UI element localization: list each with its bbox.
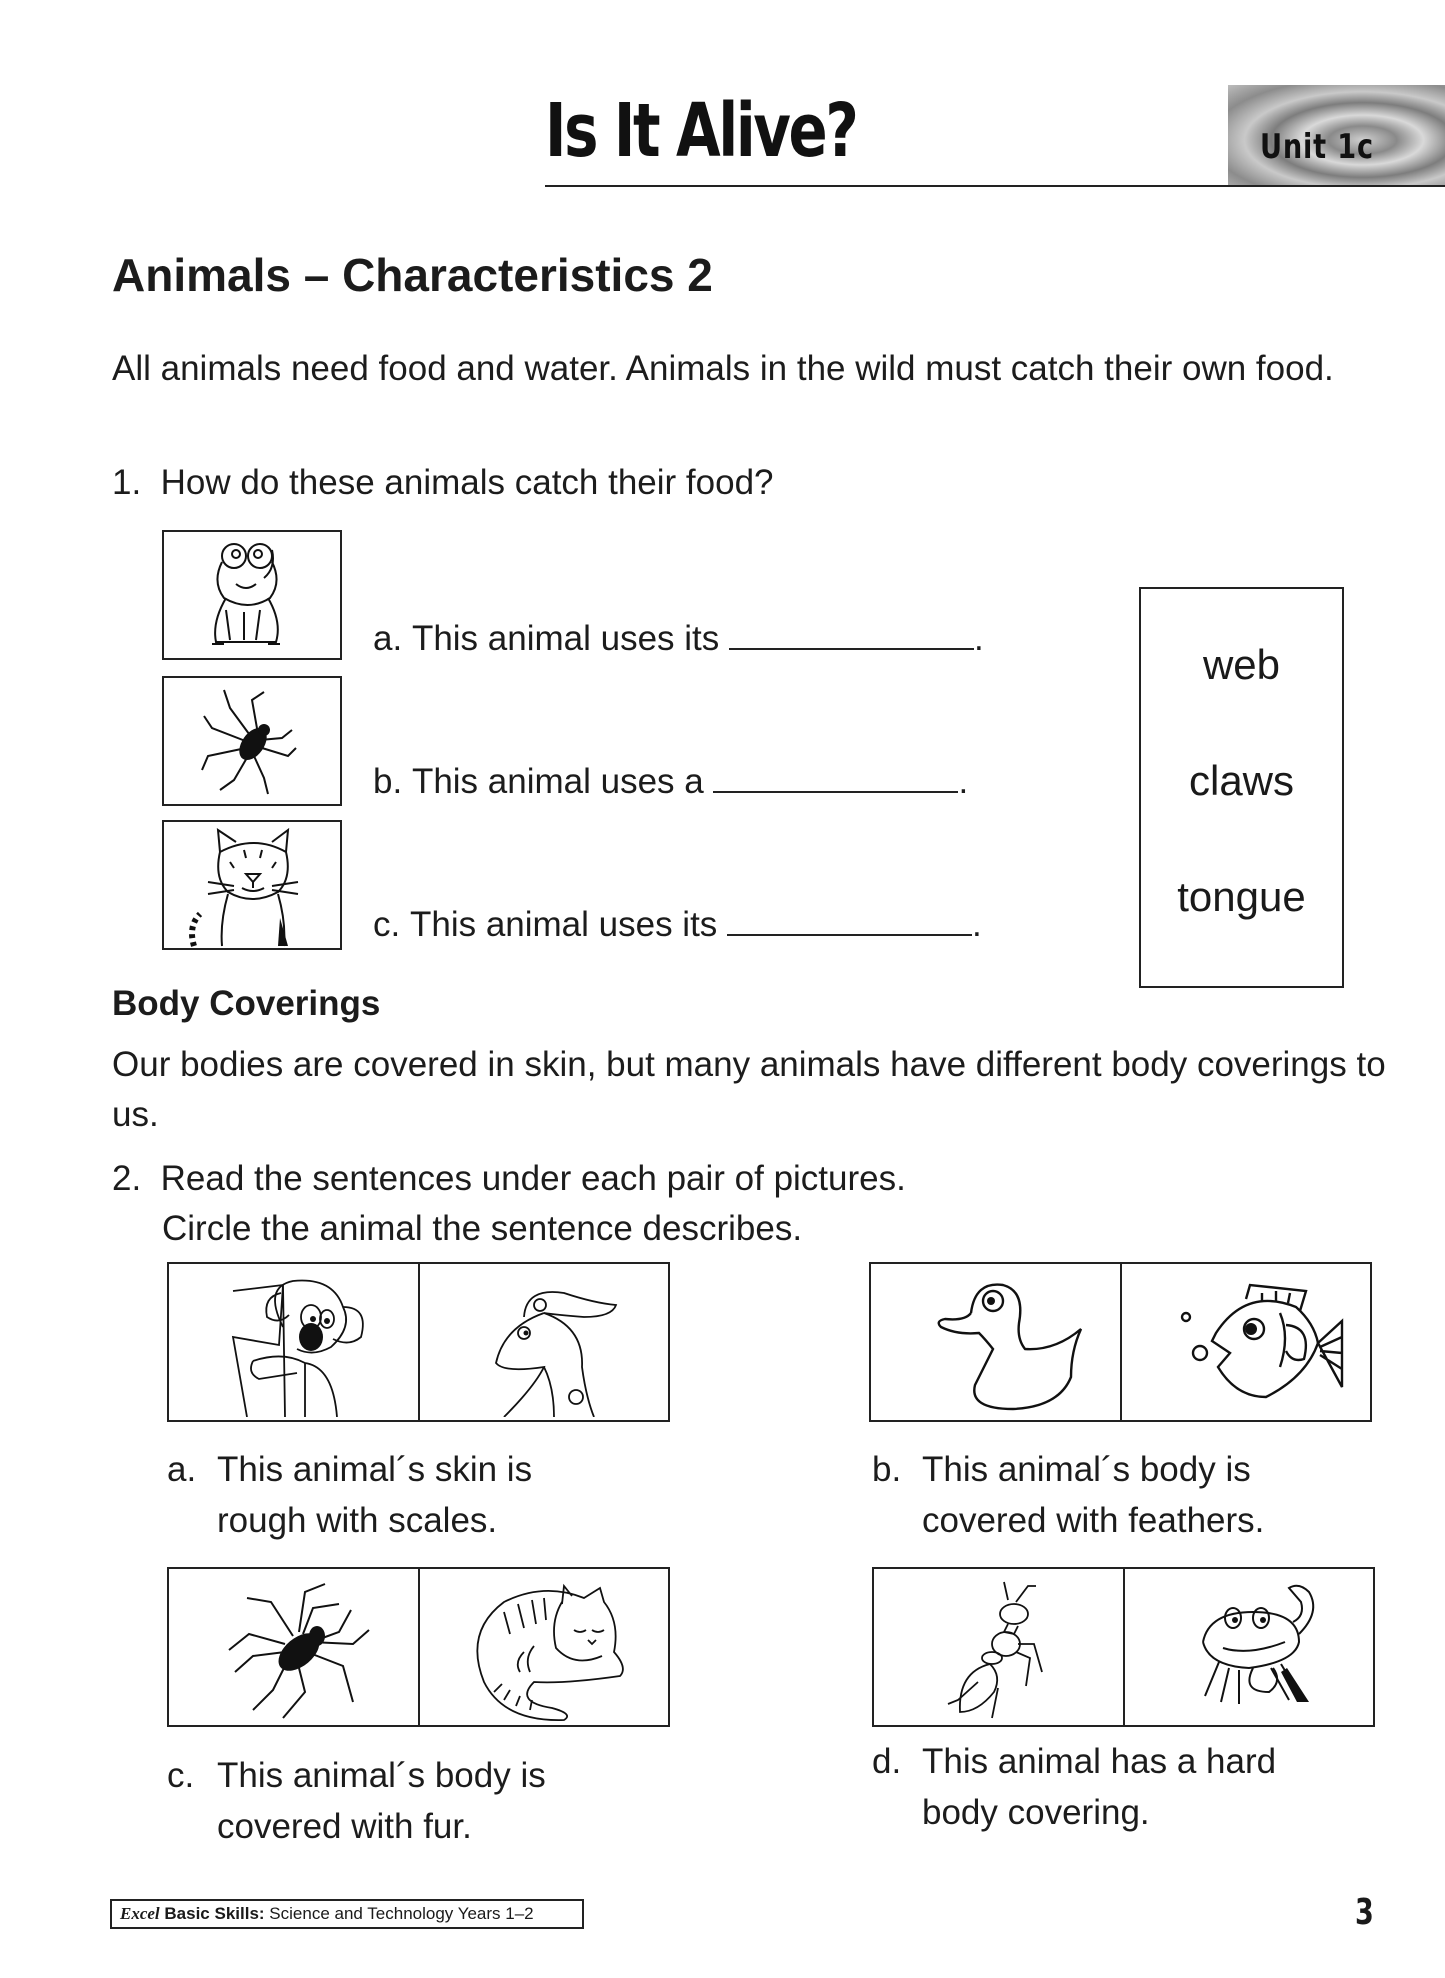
- tiger-icon: [164, 822, 340, 948]
- word-bank-item: web: [1202, 641, 1281, 688]
- question-text: How do these animals catch their food?: [160, 463, 774, 502]
- q2-item-b: b. This animal´s body is covered with feathers.: [872, 1450, 1265, 1540]
- answer-blank-a[interactable]: [729, 647, 974, 650]
- picture-pair-a: [167, 1262, 670, 1422]
- crab-icon: [1149, 1572, 1349, 1722]
- q2-item-c: c. This animal´s body is covered with fur.: [167, 1756, 546, 1846]
- footer-subject: Science and Technology Years 1–2: [269, 1904, 534, 1923]
- word-bank: [1139, 587, 1344, 988]
- q1-item-c: c. This animal uses its .: [373, 905, 982, 944]
- cat-option[interactable]: [418, 1569, 669, 1725]
- body-coverings-intro: Our bodies are covered in skin, but many animals have different body coverings to us.: [112, 1045, 1386, 1134]
- fish-icon: [1146, 1267, 1346, 1417]
- duck-icon: [895, 1267, 1095, 1417]
- word-bank-item: claws: [1188, 757, 1295, 804]
- spider-option[interactable]: [169, 1569, 418, 1725]
- page-title: Is It Alive?: [545, 88, 857, 174]
- spider-picture: [162, 676, 342, 806]
- cat-icon: [444, 1572, 644, 1722]
- spider-icon: [164, 678, 340, 804]
- q1-item-b: b. This animal uses a .: [373, 762, 969, 801]
- answer-blank-c[interactable]: [727, 933, 972, 936]
- snake-icon: [444, 1267, 644, 1417]
- duck-option[interactable]: [871, 1264, 1120, 1420]
- koala-option[interactable]: [169, 1264, 418, 1420]
- picture-pair-c: [167, 1567, 670, 1727]
- question-number: 1.: [112, 463, 142, 502]
- frog-icon: [164, 532, 340, 658]
- section-intro: All animals need food and water. Animals in the wild must catch their own food.: [112, 349, 1334, 388]
- picture-pair-d: [872, 1567, 1375, 1727]
- body-coverings-heading: Body Coverings: [112, 984, 381, 1023]
- unit-label: Unit 1c: [1260, 127, 1374, 167]
- question-1-prompt: [112, 458, 774, 508]
- koala-icon: [193, 1267, 393, 1417]
- crab-option[interactable]: [1123, 1569, 1374, 1725]
- footer-series: Basic Skills:: [164, 1904, 265, 1923]
- section-heading: Animals – Characteristics 2: [112, 249, 713, 301]
- footer-brand: Excel: [120, 1904, 160, 1923]
- page-number: 3: [1355, 1892, 1374, 1933]
- picture-pair-b: [869, 1262, 1372, 1422]
- title-divider: [545, 185, 1445, 187]
- snake-option[interactable]: [418, 1264, 669, 1420]
- unit-badge: [1228, 85, 1445, 185]
- spider-icon: [193, 1572, 393, 1722]
- answer-blank-b[interactable]: [713, 790, 958, 793]
- ant-icon: [898, 1572, 1098, 1722]
- question-2-prompt: 2. Read the sentences under each pair of pictures. Circle the animal the sentence describes.: [112, 1159, 906, 1248]
- q1-item-a: a. This animal uses its .: [373, 619, 984, 658]
- ant-option[interactable]: [874, 1569, 1123, 1725]
- q2-item-a: a. This animal´s skin is rough with scales.: [167, 1450, 533, 1540]
- q2-item-d: d. This animal has a hard body covering.: [872, 1742, 1277, 1832]
- frog-picture: [162, 530, 342, 660]
- question-number: 2.: [112, 1159, 142, 1198]
- footer-series-label: [110, 1899, 584, 1929]
- tiger-picture: [162, 820, 342, 950]
- word-bank-item: tongue: [1177, 873, 1306, 920]
- fish-option[interactable]: [1120, 1264, 1371, 1420]
